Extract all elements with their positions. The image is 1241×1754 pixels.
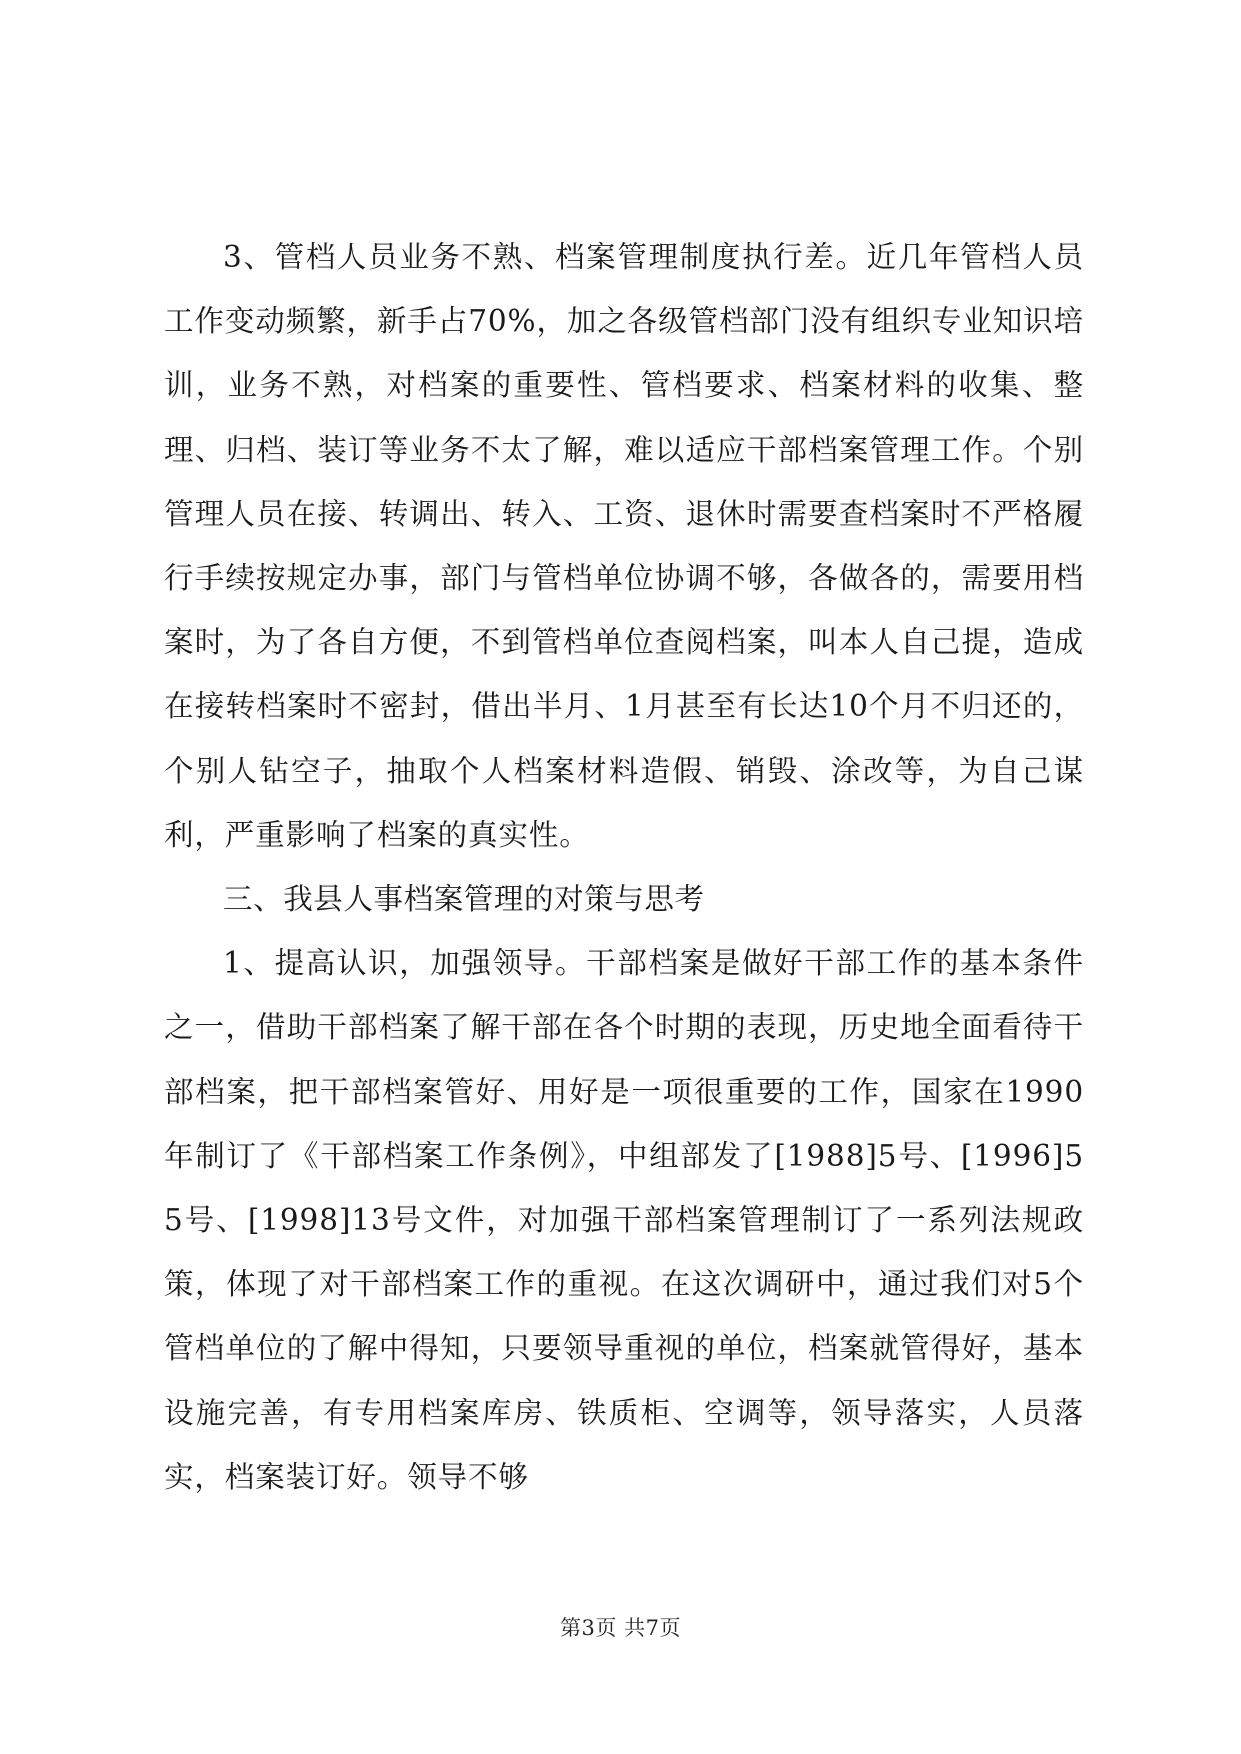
section-heading-countermeasures: 三、我县人事档案管理的对策与思考 (223, 882, 705, 917)
paragraph-archive-staff-issues: 3、管档人员业务不熟、档案管理制度执行差。近几年管档人员工作变动频繁，新手占70%，加之各级管档部门没有组织专业知识培训，业务不熟，对档案的重要性、管档要求、档案材料的收集、整理、归档、装订等业务不太了解，难以适应干部档案管理工作。个别管理人员在接、转调出、转入、工资、退休时需要查档案时不严格履行手续按规定办事，部门与管档单位协调不够，各做各的，需要用档案时，为了各自方便，不到管档单位查阅档案，叫本人自己提，造成在接转档案时不密封，借出半月、1月甚至有长达10个月不归还的，个别人钻空子，抽取个人档案材料造假、销毁、涂改等，为自己谋利，严重影响了档案的真实性。 (164, 240, 1084, 852)
page-number-footer: 第3页 共7页 (560, 1616, 681, 1640)
document-body (164, 225, 1084, 1509)
paragraph-strengthen-leadership: 1、提高认识，加强领导。干部档案是做好干部工作的基本条件之一，借助干部档案了解干部在各个时期的表现，历史地全面看待干部档案，把干部档案管好、用好是一项很重要的工作，国家在1990年制订了《干部档案工作条例》，中组部发了[1988]5号、[1996]55号、[1998]13号文件，对加强干部档案管理制订了一系列法规政策，体现了对干部档案工作的重视。在这次调研中，通过我们对5个管档单位的了解中得知，只要领导重视的单位，档案就管得好，基本设施完善，有专用档案库房、铁质柜、空调等，领导落实，人员落实，档案装订好。领导不够 (164, 946, 1084, 1494)
